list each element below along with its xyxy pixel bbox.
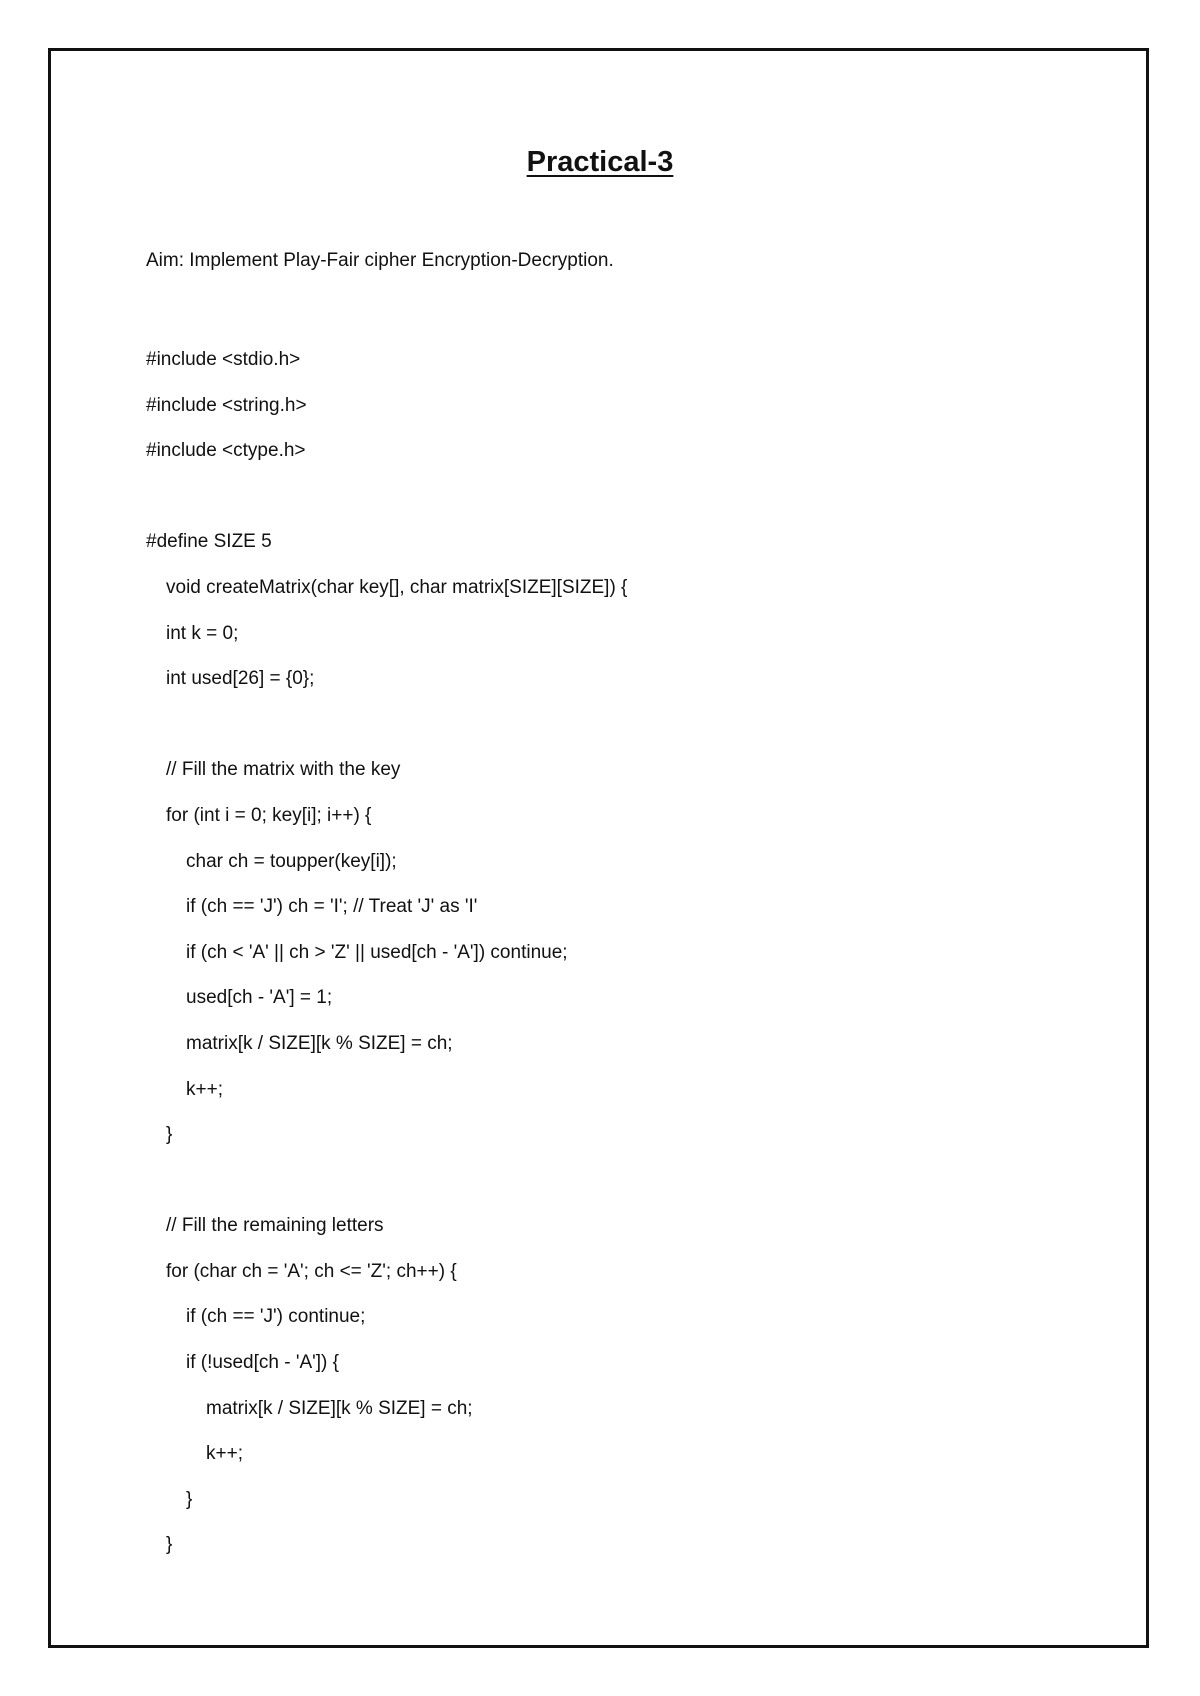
code-line: for (char ch = 'A'; ch <= 'Z'; ch++) { xyxy=(166,1260,457,1282)
code-line: if (ch == 'J') ch = 'I'; // Treat 'J' as 'I' xyxy=(186,896,478,918)
code-line: matrix[k / SIZE][k % SIZE] = ch; xyxy=(186,1032,453,1054)
code-blank-line xyxy=(146,1158,627,1204)
code-line: } xyxy=(186,1488,193,1510)
code-line: k++; xyxy=(206,1443,243,1465)
code-line: #include <string.h> xyxy=(146,394,307,416)
code-line: k++; xyxy=(186,1078,223,1100)
code-blank-line xyxy=(146,474,627,520)
code-line: int k = 0; xyxy=(166,622,239,644)
code-line: // Fill the matrix with the key xyxy=(166,759,401,781)
code-line: used[ch - 'A'] = 1; xyxy=(186,987,333,1009)
code-line: int used[26] = {0}; xyxy=(166,668,315,690)
code-line: #include <stdio.h> xyxy=(146,349,301,370)
code-line: } xyxy=(166,1534,173,1556)
code-line: // Fill the remaining letters xyxy=(166,1215,384,1237)
code-blank-line xyxy=(146,702,627,748)
code-line: void createMatrix(char key[], char matrix[SIZE][SIZE]) { xyxy=(166,576,628,598)
code-line: matrix[k / SIZE][k % SIZE] = ch; xyxy=(206,1397,473,1419)
code-line: char ch = toupper(key[i]); xyxy=(186,850,397,872)
code-block xyxy=(146,337,627,1568)
code-line: if (ch < 'A' || ch > 'Z' || used[ch - 'A']) continue; xyxy=(186,941,568,963)
code-line: } xyxy=(166,1124,173,1146)
code-line: #include <ctype.h> xyxy=(146,440,306,462)
code-line: #define SIZE 5 xyxy=(146,531,272,553)
code-line: if (ch == 'J') continue; xyxy=(186,1306,366,1328)
page-title: Practical-3 xyxy=(526,146,674,178)
code-line: if (!used[ch - 'A']) { xyxy=(186,1352,339,1374)
code-line: for (int i = 0; key[i]; i++) { xyxy=(166,804,372,826)
aim-statement: Aim: Implement Play-Fair cipher Encryption-Decryption. xyxy=(146,250,614,271)
